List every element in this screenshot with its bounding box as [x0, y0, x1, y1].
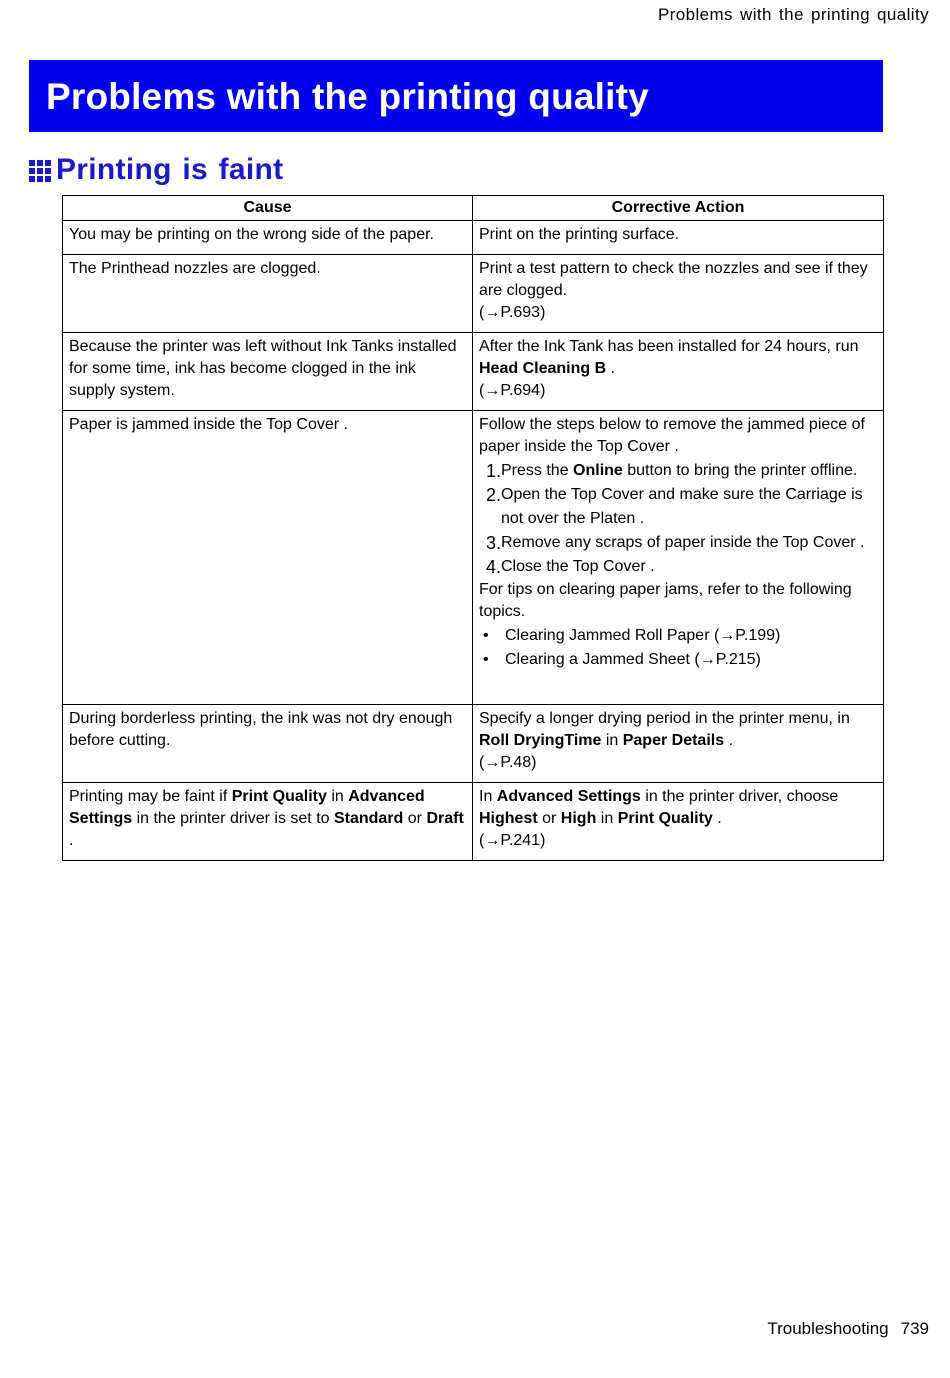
- step-text: Open the Top Cover and make sure the Carriage is not over the Platen .: [501, 486, 863, 527]
- step-number: 4.: [485, 557, 501, 577]
- tips-list: [479, 624, 877, 672]
- action-cell: [473, 705, 884, 783]
- step-text: Close the Top Cover .: [501, 558, 655, 575]
- button-name: Online: [573, 462, 623, 479]
- table-row: [63, 221, 884, 255]
- table-row: [63, 333, 884, 411]
- action-text: In Advanced Settings in the printer driver, choose Highest or High in Print Quality .: [479, 788, 839, 827]
- list-item: [479, 555, 877, 579]
- setting-name: Head Cleaning B: [479, 360, 607, 377]
- action-intro: Follow the steps below to remove the jammed piece of paper inside the Top Cover .: [479, 416, 865, 455]
- action-cell: [473, 411, 884, 705]
- action-text: After the Ink Tank has been installed for 24 hours, run Head Cleaning B .: [479, 338, 859, 377]
- step-number: 1.: [485, 461, 501, 481]
- cause-action-table: [62, 195, 884, 861]
- action-cell: [473, 783, 884, 861]
- step-number: 3.: [485, 533, 501, 553]
- page-reference-link[interactable]: (→P.241): [479, 832, 546, 849]
- page-reference-link[interactable]: (→P.694): [479, 382, 546, 399]
- table-row: [63, 255, 884, 333]
- cause-cell: Printing may be faint if Print Quality in Advanced Settings in the printer driver is set to Standard or Draft .: [63, 783, 473, 861]
- steps-list: [479, 459, 877, 579]
- cause-cell: You may be printing on the wrong side of the paper.: [63, 221, 473, 255]
- grid-icon: [29, 160, 51, 182]
- chapter-banner: [29, 60, 883, 132]
- column-header-cause: Cause: [63, 196, 473, 221]
- section-title: Printing is faint: [56, 153, 284, 186]
- cause-cell: The Printhead nozzles are clogged.: [63, 255, 473, 333]
- list-item[interactable]: [479, 648, 877, 672]
- bullet-icon: •: [483, 627, 489, 644]
- action-cell: [473, 333, 884, 411]
- menu-name: Paper Details: [622, 732, 725, 749]
- action-text: Specify a longer drying period in the printer menu, in Roll DryingTime in Paper Details .: [479, 710, 850, 749]
- table-row: [63, 411, 884, 705]
- page-reference-link[interactable]: (→P.693): [479, 304, 546, 321]
- page-reference-link[interactable]: (→P.48): [479, 754, 537, 771]
- topic-link[interactable]: Clearing Jammed Roll Paper (→P.199): [505, 627, 781, 644]
- table-row: [63, 705, 884, 783]
- topic-link[interactable]: Clearing a Jammed Sheet (→P.215): [505, 651, 761, 668]
- page-footer: [767, 1319, 929, 1339]
- cause-cell: During borderless printing, the ink was not dry enough before cutting.: [63, 705, 473, 783]
- step-number: 2.: [485, 485, 501, 505]
- page-number: 739: [900, 1319, 929, 1338]
- list-item: 1. Press the Online button to bring the printer offline.: [479, 459, 877, 483]
- section-heading: [29, 150, 283, 190]
- list-item[interactable]: [479, 624, 877, 648]
- table-row: [63, 783, 884, 861]
- list-item: [479, 483, 877, 531]
- running-header: Problems with the printing quality: [657, 5, 929, 24]
- action-cell: Print on the printing surface.: [473, 221, 884, 255]
- step-text: Remove any scraps of paper inside the Top Cover .: [501, 534, 865, 551]
- table-header-row: [63, 196, 884, 221]
- action-text: Print a test pattern to check the nozzles and see if they are clogged.: [479, 260, 868, 299]
- footer-section: Troubleshooting: [767, 1319, 889, 1338]
- setting-name: Roll DryingTime: [479, 732, 602, 749]
- bullet-icon: •: [483, 651, 489, 668]
- cause-cell: Paper is jammed inside the Top Cover .: [63, 411, 473, 705]
- list-item: [479, 531, 877, 555]
- tips-text: For tips on clearing paper jams, refer to the following topics.: [479, 581, 852, 620]
- page-title: Problems with the printing quality: [46, 76, 649, 117]
- cause-cell: Because the printer was left without Ink Tanks installed for some time, ink has become clogged in the ink supply system.: [63, 333, 473, 411]
- action-cell: [473, 255, 884, 333]
- column-header-action: Corrective Action: [473, 196, 884, 221]
